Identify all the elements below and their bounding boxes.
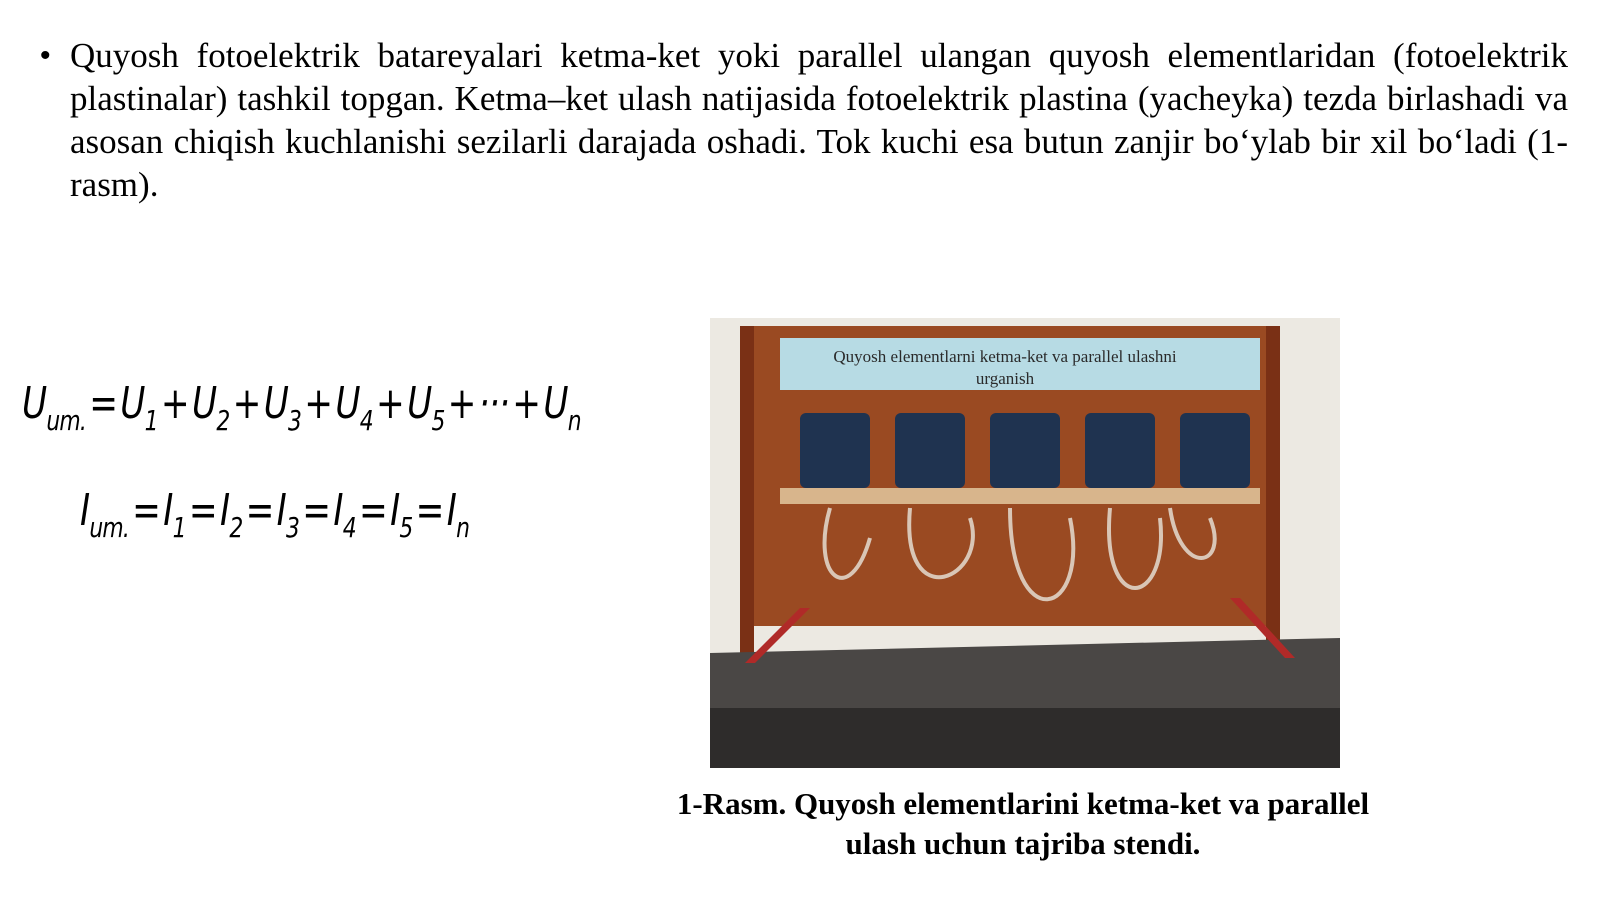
solar-panel xyxy=(1180,413,1250,488)
formula-operator: = xyxy=(132,485,161,536)
formula-operator: + xyxy=(232,378,261,429)
current-equality-formula xyxy=(80,485,469,544)
formula-operator: = xyxy=(302,485,331,536)
formula-terms xyxy=(120,378,581,437)
caption-line-2: ulash uchun tajriba stendi. xyxy=(845,826,1201,861)
formula-term: $U_2$ xyxy=(191,378,230,437)
formula-term: $U_5$ xyxy=(407,378,445,437)
bullet-paragraph xyxy=(40,34,1568,206)
formula-operator: = xyxy=(358,485,387,536)
formula-term: $U_3$ xyxy=(263,378,302,437)
formula-operator: + xyxy=(375,378,404,429)
figure-caption xyxy=(618,784,1428,864)
solar-panel xyxy=(990,413,1060,488)
formula-lhs: $I_{um.}$ xyxy=(80,485,130,544)
formula-operator: = xyxy=(415,485,444,536)
caption-line-1: 1-Rasm. Quyosh elementlarini ketma-ket va parallel xyxy=(676,786,1370,821)
solar-panel xyxy=(1085,413,1155,488)
formula-operator: = xyxy=(188,485,217,536)
solar-panel xyxy=(895,413,965,488)
formula-term: $U_n$ xyxy=(543,378,581,437)
formula-operator: + xyxy=(512,378,541,429)
bullet-text: Quyosh fotoelektrik batareyalari ketma-ket yoki parallel ulangan quyosh elementlaridan (fotoelektrik plastinalar) tashkil topgan. Ketma–ket ulash natijasida fotoelektrik plastina (yacheyka) tezda birlashadi va asosan chiqish kuchlanishi sezilarli darajada oshadi. Tok kuchi esa butun zanjir bo‘ylab bir xil bo‘ladi (1-rasm). xyxy=(70,36,1568,204)
voltage-sum-formula xyxy=(22,378,581,437)
formula-term: $I_4$ xyxy=(333,485,356,544)
formula-term: $I_n$ xyxy=(446,485,470,544)
formula-term: $U_1$ xyxy=(120,378,158,437)
formula-term: $I_1$ xyxy=(163,485,186,544)
board-title-label: Quyosh elementlarni ketma-ket va parallel ulashni urganish xyxy=(833,347,1177,388)
formula-term: $I_2$ xyxy=(219,485,243,544)
formula-term: ··· xyxy=(478,378,510,429)
formula-lhs: $U_{um.}$ xyxy=(22,378,87,437)
formula-equals: = xyxy=(89,378,118,429)
formula-operator: = xyxy=(245,485,274,536)
formula-operator: + xyxy=(447,378,476,429)
formula-operator: + xyxy=(160,378,189,429)
formula-term: $I_3$ xyxy=(276,485,300,544)
formula-terms xyxy=(129,485,470,544)
solar-panel xyxy=(800,413,870,488)
formula-operator: + xyxy=(304,378,333,429)
bullet-marker: • xyxy=(40,39,51,72)
formula-term: $I_5$ xyxy=(390,485,413,544)
formula-term: $U_4$ xyxy=(335,378,373,437)
experiment-stand-photo xyxy=(710,318,1340,768)
